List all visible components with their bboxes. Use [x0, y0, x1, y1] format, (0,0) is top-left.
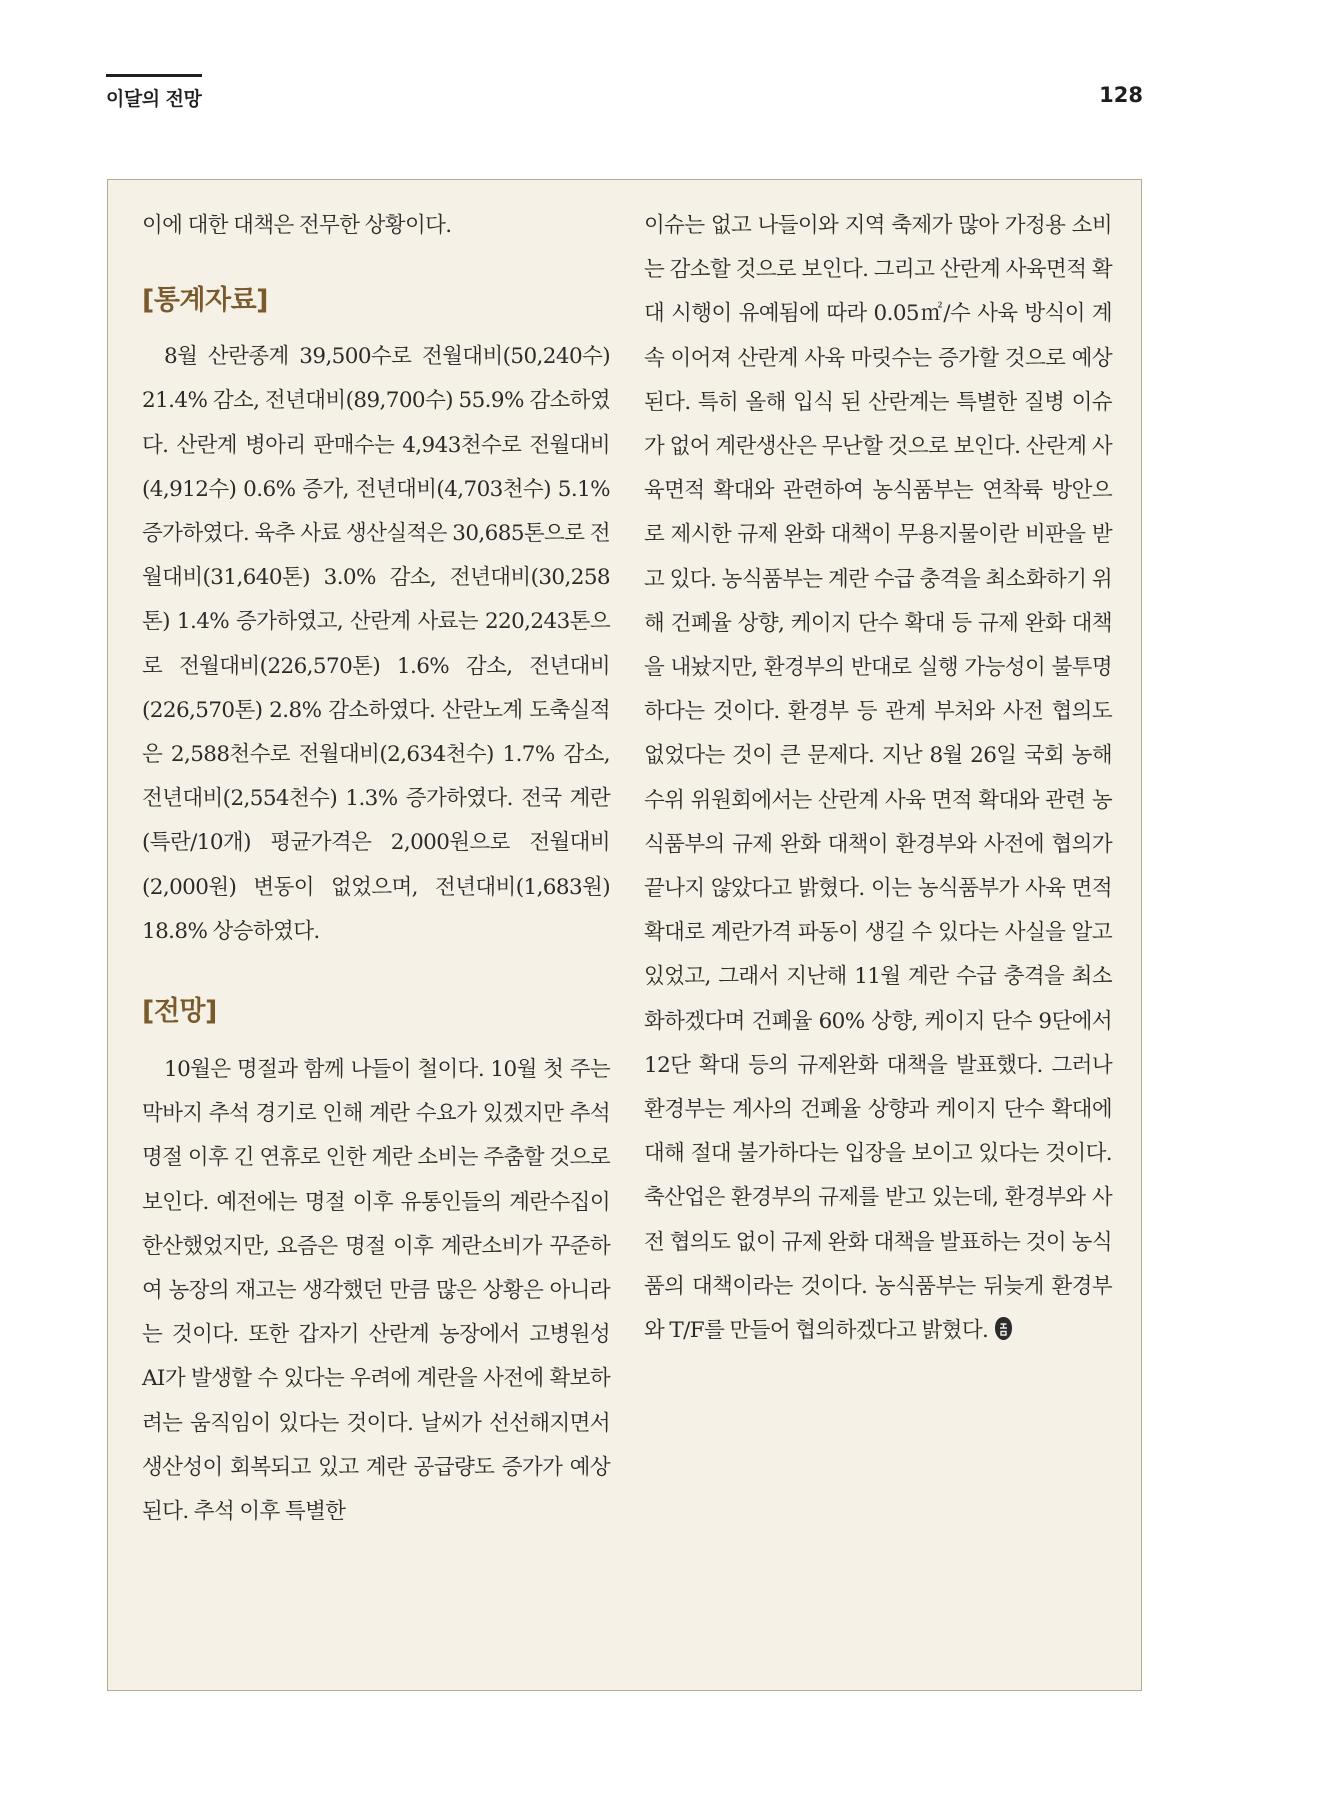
page-number: 128: [1099, 83, 1143, 107]
right-column-text: 이슈는 없고 나들이와 지역 축제가 많아 가정용 소비는 감소할 것으로 보인다. 그리고 산란계 사육면적 확대 시행이 유예됨에 따라 0.05㎡/수 사육 방식이 계속 이어져 산란계 사육 마릿수는 증가할 것으로 예상된다. 특히 올해 입식 된 산란계는 특별한 질병 이슈가 없어 계란생산은 무난할 것으로 보인다. 산란계 사육면적 확대와 관련하여 농식품부는 연착륙 방안으로 제시한 규제 완화 대책이 무용지물이란 비판을 받고 있다. 농식품부는 계란 수급 충격을 최소화하기 위해 건폐율 상향, 케이지 단수 확대 등 규제 완화 대책을 내놨지만, 환경부의 반대로 실행 가능성이 불투명하다는 것이다. 환경부 등 관계 부처와 사전 협의도 없었다는 것이 큰 문제다. 지난 8월 26일 국회 농해수위 위원회에서는 산란계 사육 면적 확대와 관련 농식품부의 규제 완화 대책이 환경부와 사전에 협의가 끝나지 않았다고 밝혔다. 이는 농식품부가 사육 면적 확대로 계란가격 파동이 생길 수 있다는 사실을 알고 있었고, 그래서 지난해 11월 계란 수급 충격을 최소화하겠다며 건폐율 60% 상향, 케이지 단수 9단에서 12단 확대 등의 규제완화 대책을 발표했다. 그러나 환경부는 계사의 건폐율 상향과 케이지 단수 확대에 대해 절대 불가하다는 입장을 보이고 있다는 것이다. 축산업은 환경부의 규제를 받고 있는데, 환경부와 사전 협의도 없이 규제 완화 대책을 발표하는 것이 농식품의 대책이라는 것이다. 농식품부는 뒤늦게 환경부와 T/F를 만들어 협의하겠다고 밝혔다.: [644, 213, 1112, 1344]
outlook-heading: [전망]: [142, 996, 217, 1028]
stats-heading: [통계자료]: [142, 285, 269, 317]
stats-paragraph: 8월 산란종계 39,500수로 전월대비(50,240수) 21.4% 감소, 전년대비(89,700수) 55.9% 감소하였다. 산란계 병아리 판매수는 4,943천수로 전월대비(4,912수) 0.6% 증가, 전년대비(4,703천수) 5.1% 증가하였다. 육추 사료 생산실적은 30,685톤으로 전월대비(31,640톤) 3.0% 감소, 전년대비(30,258톤) 1.4% 증가하였고, 산란계 사료는 220,243톤으로 전월대비(226,570톤) 1.6% 감소, 전년대비(226,570톤) 2.8% 감소하였다. 산란노계 도축실적은 2,588천수로 전월대비(2,634천수) 1.7% 감소, 전년대비(2,554천수) 1.3% 증가하였다. 전국 계란(특란/10개) 평균가격은 2,000원으로 전월대비(2,000원) 변동이 없었으며, 전년대비(1,683원) 18.8% 상승하였다.: [142, 344, 610, 944]
header-rule: [106, 74, 202, 77]
section-title: 이달의 전망: [106, 88, 202, 110]
left-column: [142, 204, 610, 1534]
right-column: [644, 204, 1112, 1353]
end-mark-icon: [994, 1316, 1013, 1341]
outlook-paragraph: 10월은 명절과 함께 나들이 철이다. 10월 첫 주는 막바지 추석 경기로 인해 계란 수요가 있겠지만 추석 명절 이후 긴 연휴로 인한 계란 소비는 주춤할 것으로 보인다. 예전에는 명절 이후 유통인들의 계란수집이 한산했었지만, 요즘은 명절 이후 계란소비가 꾸준하여 농장의 재고는 생각했던 만큼 많은 상황은 아니라는 것이다. 또한 갑자기 산란계 농장에서 고병원성 AI가 발생할 수 있다는 우려에 계란을 사전에 확보하려는 움직임이 있다는 것이다. 날씨가 선선해지면서 생산성이 회복되고 있고 계란 공급량도 증가가 예상된다. 추석 이후 특별한: [142, 1057, 610, 1525]
intro-sentence: 이에 대한 대책은 전무한 상황이다.: [142, 213, 452, 238]
article-box: [107, 179, 1142, 1691]
outlook-paragraph-continued: [644, 204, 1112, 1353]
